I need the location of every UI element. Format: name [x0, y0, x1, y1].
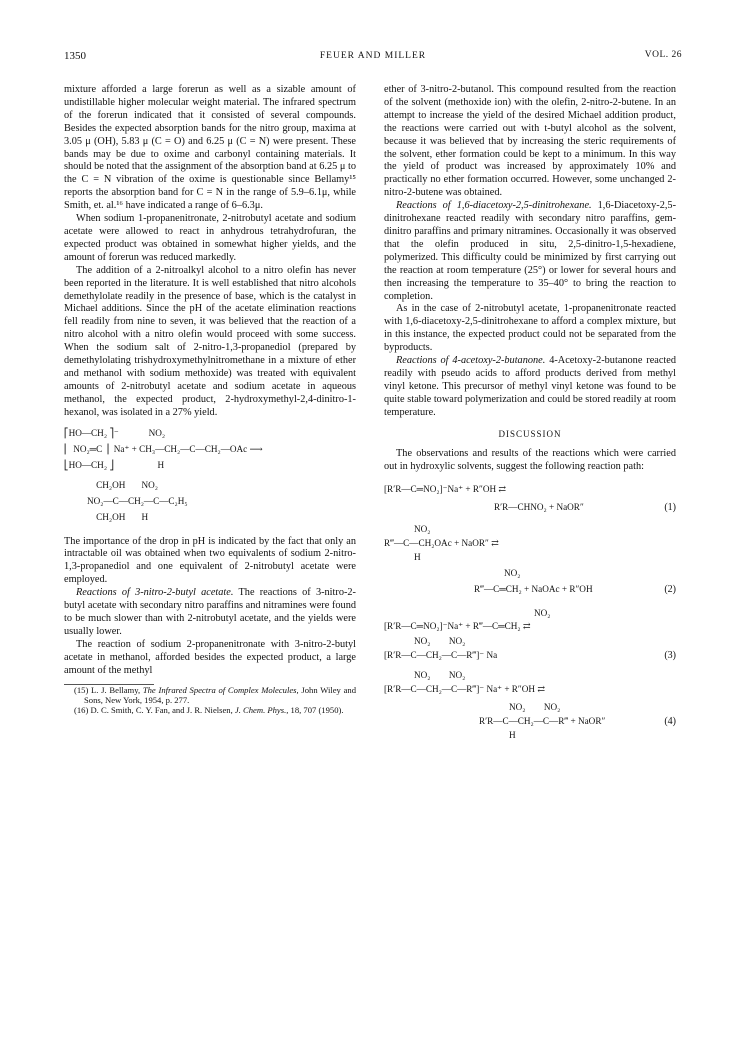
equation-line: R‴—C═CH₂ + NaOAc + R″OH [474, 584, 593, 595]
footnote-15 [74, 685, 356, 706]
equation-line: H [414, 552, 421, 563]
paragraph: ether of 3-nitro-2-butanol. This compound resulted from the reaction of the solvent (methoxide ion) with the olefin, 2-nitro-2-butene. In an attempt to increase the yield of the desired Michael addition product, the reactions were carried out with t-butyl alcohol as the solvent, because it was believed that by increasing the steric requirements of the solvent, ether formation could be kept to a minimum. In this way the yield of product was increased by approximately 10% and practically no ether formation occurred. However, some unchanged 2-nitro-2-butene was obtained. [384, 84, 676, 199]
equation-4 [384, 670, 676, 748]
equation-2 [384, 524, 676, 602]
paragraph: The reaction of sodium 2-propanenitronate with 3-nitro-2-butyl acetate in methanol, afforded besides the expected product, a large amount of the methyl [64, 638, 356, 676]
equation-line: R‴—C—CH₂OAc + NaOR″ ⇄ [384, 538, 499, 549]
footnote-book-title: The Infrared Spectra of Complex Molecules [142, 684, 297, 695]
scheme-line: ⎢ NO₂═C ⎥ Na⁺ + CH₃—CH₂—C—CH₂—OAc ⟶ [64, 443, 263, 454]
scheme-line: NO₂—C—CH₂—C—C₂H₅ [64, 495, 188, 506]
paragraph-text: 1,6-Diacetoxy-2,5-dinitrohexane reacted readily with secondary nitro paraffins, gem-dinitro paraffins and primary nitramines. Occasionally it was observed that the olefin produced in situ, 2,5-dinitro-1,5-hexadiene, polymerized. This difficulty could be minimized by first carrying out the reaction at room temperature (25°) or lower for several hours and then increasing the temperature to 35–40° to bring the reaction to completion. [384, 200, 676, 302]
footnote-text: , John Wiley and Sons, New York, 1954, p. 277. [84, 684, 356, 705]
paragraph: When sodium 1-propanenitronate, 2-nitrobutyl acetate and sodium acetate were allowed to react in anhydrous tetrahydrofuran, the expected product was obtained in somewhat higher yields, and the amount of forerun was reduced markedly. [64, 213, 356, 263]
page-header [64, 50, 682, 64]
paragraph [64, 587, 356, 639]
paragraph: The observations and results of the reactions which were carried out in hydroxylic solvents, suggest the following reaction path: [384, 448, 676, 473]
scheme-line: CH₂OH NO₂ [64, 479, 158, 490]
paragraph [384, 200, 676, 303]
equation-line: R′R—C—CH₂—C—R‴ + NaOR″ [479, 716, 606, 727]
paragraph-text: The reactions of 3-nitro-2-butyl acetate with secondary nitro paraffins and nitramines were found to be much slower than with 2-nitrobutyl acetate, and the yields were usually lower. [64, 587, 356, 637]
paragraph: As in the case of 2-nitrobutyl acetate, 1-propanenitronate reacted with 1,6-diacetoxy-2,5-dinitrohexane to afford a complex mixture, but in this instance, the expected product could not be separated from the byproducts. [384, 303, 676, 354]
reaction-scheme-1 [64, 428, 356, 530]
footnote-journal: J. Chem. Phys. [234, 705, 287, 716]
footnote-text: (15) L. J. Bellamy, [74, 684, 143, 695]
left-column [64, 84, 356, 716]
footnote-16 [74, 705, 356, 715]
equation-line: NO₂ [534, 608, 551, 619]
equation-line: NO₂ [504, 568, 521, 579]
equation-number: (3) [664, 650, 676, 662]
paragraph: mixture afforded a large forerun as well as a sizable amount of undistillable higher molecular weight material. The infrared spectrum of the forerun indicated that it consisted of several compounds. Besides the expected absorption bands for the nitro group, maxima at 3.05 μ (OH), 5.83 μ (C = O) and 6.25 μ (C = N) were present. These bands may be due to oxime and carbonyl containing materials. It should be noted that the assignment of the absorption band at 6.25 μ to the C = N vibration of the oxime is questionable since Bellamy¹⁵ reports the absorption band for C = N in the range of 5.9–6.1μ, while Smith, et. al.¹⁶ have indicated a range of 6–6.3μ. [64, 84, 356, 212]
section-run-in-title: Reactions of 3-nitro-2-butyl acetate. [76, 587, 234, 599]
scheme-line: CH₂OH H [64, 511, 149, 522]
paragraph: The importance of the drop in pH is indicated by the fact that only an intractable oil was obtained when two equivalents of sodium 2-nitro-1,3-propanediol and one equivalent of 2-nitrobutyl acetate were employed. [64, 535, 356, 586]
equation-line: [R′R—C—CH₂—C—R‴]⁻ Na⁺ + R″OH ⇄ [384, 684, 546, 695]
equation-line: NO₂ NO₂ [414, 636, 466, 647]
equation-line: NO₂ NO₂ [414, 670, 466, 681]
section-run-in-title: Reactions of 4-acetoxy-2-butanone. [396, 355, 546, 367]
paragraph-text: 4-Acetoxy-2-butanone reacted readily with pseudo acids to afford products derived from methyl vinyl ketone. This precursor of methyl vinyl ketone was found to be quite stable toward polymerization and could be stored readily at room temperature. [384, 355, 677, 418]
equation-line: NO₂ NO₂ [509, 702, 561, 713]
equation-number: (2) [664, 584, 676, 596]
equation-number: (1) [664, 502, 676, 514]
equation-line: [R′R—C═NO₂]⁻Na⁺ + R″OH ⇄ [384, 484, 507, 495]
right-column [384, 84, 676, 754]
equation-3 [384, 608, 676, 664]
section-run-in-title: Reactions of 1,6-diacetoxy-2,5-dinitrohexane. [396, 200, 592, 212]
section-heading-discussion: DISCUSSION [498, 428, 562, 439]
page-number: 1350 [64, 50, 86, 62]
equation-number: (4) [664, 716, 676, 728]
paragraph: The addition of a 2-nitroalkyl alcohol to a nitro olefin has never been reported in the literature. It is well established that nitro alcohols demethylolate readily in the presence of base, which is the catalyst in Michael additions. Since the pH of the acetate elimination reactions fell readily from nine to seven, it was believed that the reaction of a nitro alcohol with a nitro olefin would proceed with some success. When the sodium salt of 2-nitro-1,3-propanediol (prepared by demethylolating trishydroxymethylnitromethane in a mixture of ether and methanol with sodium methoxide) was treated with equivalent amounts of 2-nitrobutyl acetate and sodium acetate in aqueous methanol, the expected product, 2-hydroxymethyl-2,4-dinitro-1-hexanol, was isolated in a 27% yield. [64, 264, 356, 418]
equation-line: NO₂ [414, 524, 431, 535]
equation-line: H [509, 730, 516, 741]
running-head: FEUER AND MILLER [319, 51, 427, 61]
paragraph [384, 355, 676, 420]
equation-line: R′R—CHNO₂ + NaOR″ [494, 502, 584, 513]
scheme-line: ⎡HO—CH₂ ⎤⁻ NO₂ [64, 427, 166, 438]
volume-label: VOL. 26 [644, 50, 682, 60]
footnote-text: , 18, 707 (1950). [286, 705, 344, 716]
equation-line: [R′R—C═NO₂]⁻Na⁺ + R‴—C═CH₂ ⇄ [384, 621, 531, 632]
equation-1 [384, 484, 676, 518]
footnote-text: (16) D. C. Smith, C. Y. Fan, and J. R. Nielsen, [74, 705, 235, 716]
scheme-line: ⎣HO—CH₂ ⎦ H [64, 459, 165, 470]
equation-line: [R′R—C—CH₂—C—R‴]⁻ Na [384, 650, 498, 661]
